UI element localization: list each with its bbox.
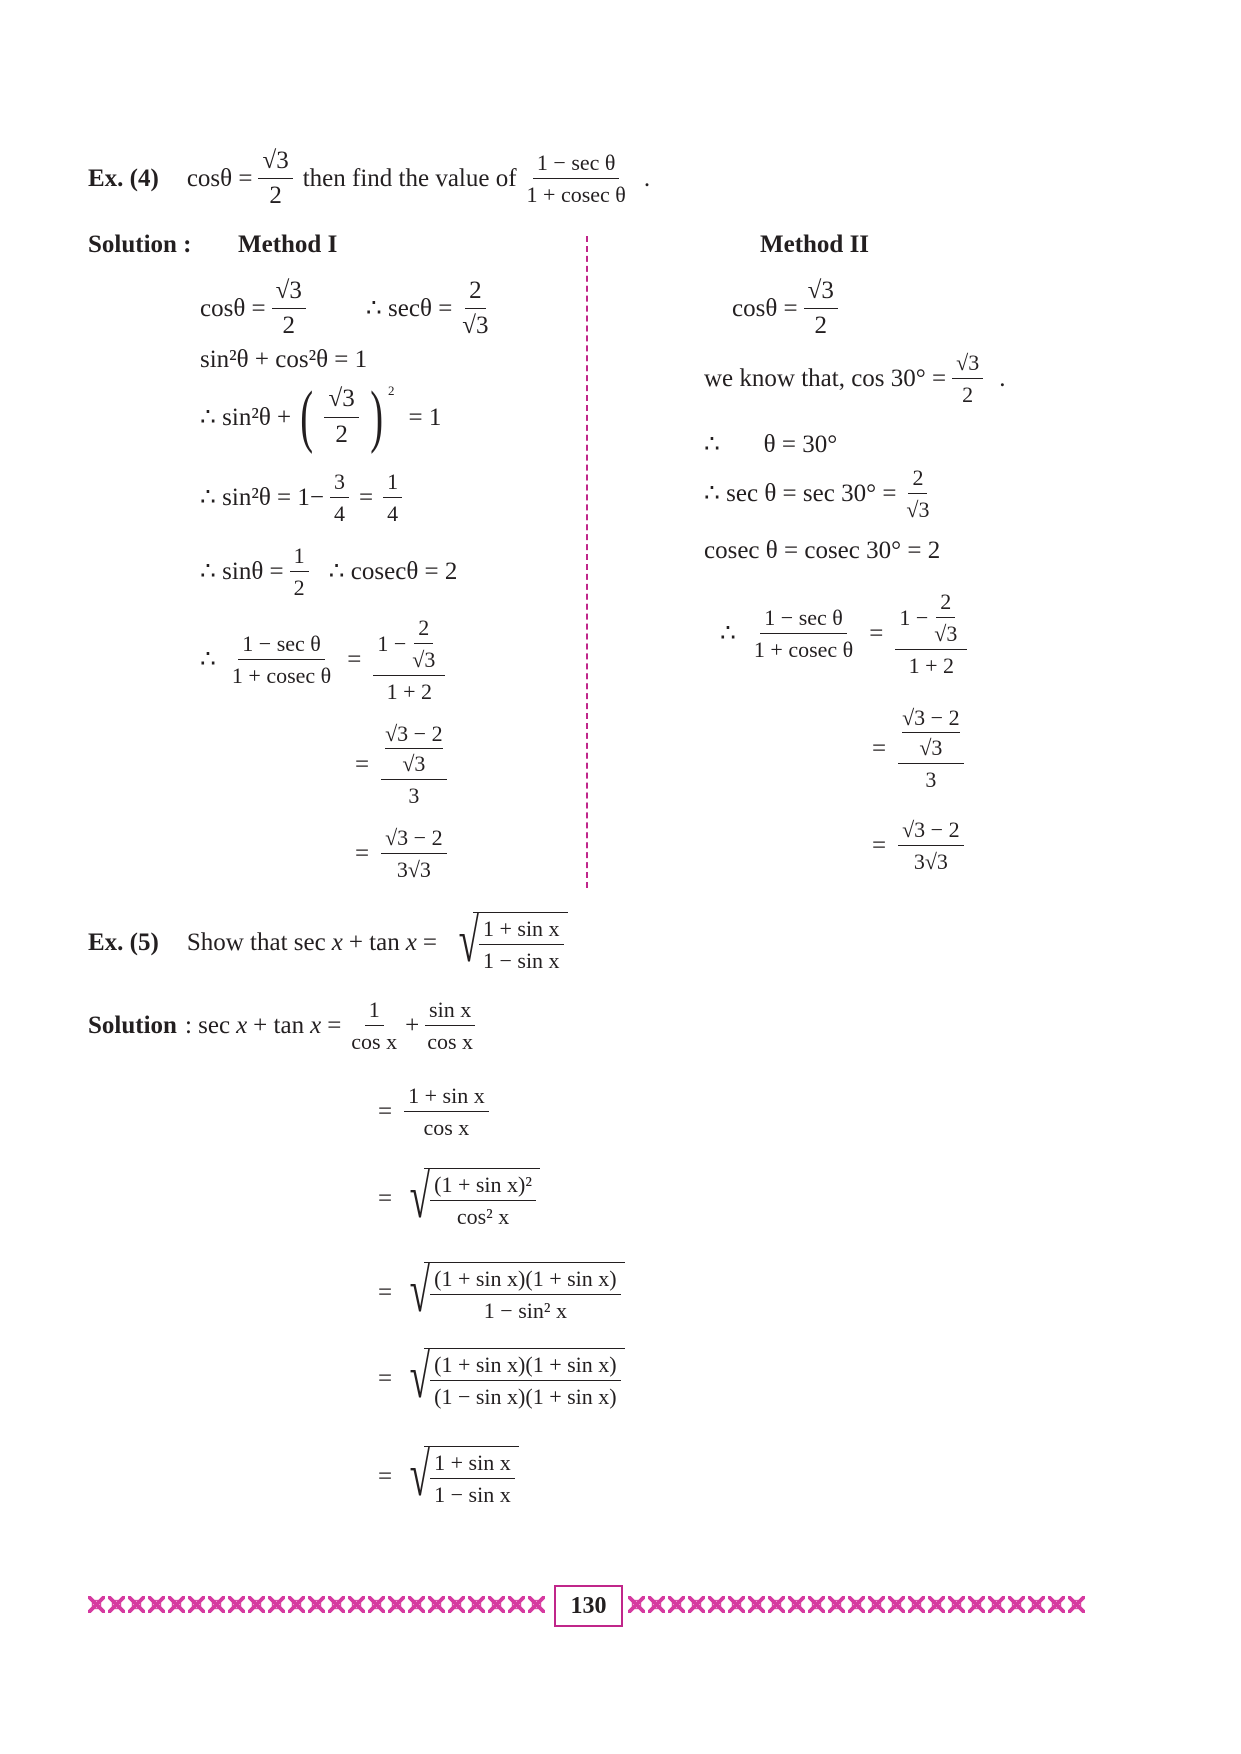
fraction: $\frac{3}{4}$ bbox=[330, 470, 349, 525]
ornament-tile bbox=[908, 1596, 925, 1613]
ornament-tile bbox=[188, 1596, 205, 1613]
ex4-period: . bbox=[643, 165, 651, 193]
ornament-tile bbox=[108, 1596, 125, 1613]
ex4-label: Ex. (4) bbox=[88, 165, 159, 193]
fraction: $\frac{\text{(1 + sin x)(1 + sin x)}}{\text{1 − sin² x}}$ bbox=[430, 1267, 620, 1322]
fraction: $\frac{1}{2}$ bbox=[290, 544, 309, 599]
m2-line8: = $\frac{√3 - 2}{3√3}$ bbox=[872, 818, 970, 873]
compound-fraction: √3 − 2 √3 3 bbox=[898, 706, 963, 791]
ex4-given: cosθ = bbox=[186, 165, 253, 193]
column-divider bbox=[586, 236, 588, 888]
fraction: $\frac{2}{√3}$ bbox=[462, 277, 489, 340]
ornament-tile bbox=[728, 1596, 745, 1613]
fraction: $\frac{\text{1 + sin x}}{\text{1 − sin x}}$ bbox=[430, 1451, 515, 1506]
ornament-tile bbox=[868, 1596, 885, 1613]
fraction: $\frac{\text{(1 + sin x)²}}{\text{cos² x}}$ bbox=[430, 1173, 536, 1228]
sol5-line4: = √ $\frac{\text{(1 + sin x)(1 + sin x)}}{\text{1 − sin² x}}$ bbox=[378, 1262, 625, 1322]
ornament-tile bbox=[528, 1596, 545, 1613]
square-root: √ $\frac{\text{(1 + sin x)(1 + sin x)}}{\text{1 − sin² x}}$ bbox=[396, 1262, 625, 1322]
ornament-tile bbox=[368, 1596, 385, 1613]
fraction: $\frac{\text{1 + sin x}}{\text{cos x}}$ bbox=[404, 1084, 489, 1139]
ornament-tile bbox=[808, 1596, 825, 1613]
ornament-tile bbox=[788, 1596, 805, 1613]
solution-label: Solution : bbox=[88, 231, 192, 258]
ornament-tile bbox=[488, 1596, 505, 1613]
ornament-tile bbox=[628, 1596, 645, 1613]
fraction: $\frac{√3 - 2}{3√3}$ bbox=[381, 826, 446, 881]
sol5-line1: Solution : sec x + tan x = $\frac{1}{\text{cos x}}$ + $\frac{\text{sin x}}{\text{cos x}}$ bbox=[88, 998, 483, 1053]
fraction: $\frac{2}{√3}$ bbox=[412, 615, 436, 673]
footer-ornament-right bbox=[628, 1590, 1090, 1618]
ornament-tile bbox=[928, 1596, 945, 1613]
ex5-statement: Ex. (5) Show that sec x + tan x = √ $\frac{\text{1 + sin x}}{\text{1 − sin x}}$ bbox=[88, 912, 568, 972]
m1-line3: ∴ sin²θ + ( $\frac{√3}{2}$ ) 2 = 1 bbox=[200, 378, 442, 455]
m1-line7: = √3 − 2 √3 3 bbox=[355, 722, 453, 807]
fraction: $\frac{\text{1 + sin x}}{\text{1 − sin x}}$ bbox=[479, 917, 564, 972]
ornament-tile bbox=[268, 1596, 285, 1613]
fraction: $\frac{\text{1 − sec θ}}{\text{1 + cosec θ}}$ bbox=[753, 605, 854, 663]
sol5-line2: = $\frac{\text{1 + sin x}}{\text{cos x}}$ bbox=[378, 1084, 495, 1139]
m1-line5: ∴ sinθ = $\frac{1}{2}$ ∴ cosecθ = 2 bbox=[200, 543, 458, 601]
ornament-tile bbox=[208, 1596, 225, 1613]
ornament-tile bbox=[648, 1596, 665, 1613]
ornament-tile bbox=[408, 1596, 425, 1613]
m1-line4: ∴ sin²θ = 1− $\frac{3}{4}$ = $\frac{1}{4}$ bbox=[200, 470, 408, 525]
parenthesized-fraction: ( $\frac{√3}{2}$ ) 2 bbox=[300, 378, 395, 455]
ex4-statement bbox=[88, 148, 650, 210]
ornament-tile bbox=[748, 1596, 765, 1613]
m1-line8: = $\frac{√3 - 2}{3√3}$ bbox=[355, 826, 453, 881]
ornament-tile bbox=[828, 1596, 845, 1613]
fraction: $\frac{√3}{2}$ bbox=[324, 386, 358, 448]
ornament-tile bbox=[348, 1596, 365, 1613]
ornament-tile bbox=[968, 1596, 985, 1613]
ornament-tile bbox=[288, 1596, 305, 1613]
ornament-tile bbox=[668, 1596, 685, 1613]
sol5-line5: = √ $\frac{\text{(1 + sin x)(1 + sin x)}}{\text{(1 − sin x)(1 + sin x)}}$ bbox=[378, 1348, 625, 1408]
ornament-tile bbox=[248, 1596, 265, 1613]
fraction: $\frac{\text{1 − sec θ}}{\text{1 + cosec θ}}$ bbox=[526, 150, 626, 208]
ornament-tile bbox=[468, 1596, 485, 1613]
m2-line7: = √3 − 2 √3 3 bbox=[872, 706, 970, 791]
m2-line4: ∴ sec θ = sec 30° = $\frac{2}{√3}$ bbox=[704, 466, 940, 521]
m2-line1: cosθ = $\frac{√3}{2}$ bbox=[732, 278, 844, 340]
m1-line6: ∴ $\frac{\text{1 − sec θ}}{\text{1 + cosec θ}}$ = 1 − $\frac{2}{√3}$ 1 + 2 bbox=[200, 616, 451, 703]
ornament-tile bbox=[228, 1596, 245, 1613]
ornament-tile bbox=[168, 1596, 185, 1613]
fraction: $\frac{√3}{2}$ bbox=[258, 148, 292, 210]
fraction: $\frac{2}{√3}$ bbox=[934, 589, 958, 647]
compound-fraction: √3 − 2 √3 3 bbox=[381, 722, 446, 807]
ornament-tile bbox=[448, 1596, 465, 1613]
sol5-line3: = √ $\frac{\text{(1 + sin x)²}}{\text{cos² x}}$ bbox=[378, 1168, 540, 1228]
fraction: $\frac{√3}{2}$ bbox=[272, 278, 306, 340]
compound-fraction: 1 − $\frac{2}{√3}$ 1 + 2 bbox=[373, 616, 445, 703]
fraction: $\frac{1}{4}$ bbox=[383, 470, 402, 525]
footer-ornament-left bbox=[88, 1590, 550, 1618]
m2-line3: ∴ θ = 30° bbox=[704, 431, 838, 458]
ornament-tile bbox=[328, 1596, 345, 1613]
ornament-tile bbox=[1068, 1596, 1085, 1613]
m1-line1: cosθ = $\frac{√3}{2}$ ∴ secθ = $\frac{2}{√3}$ bbox=[200, 278, 499, 340]
ornament-tile bbox=[88, 1596, 105, 1613]
m2-line6: ∴ $\frac{\text{1 − sec θ}}{\text{1 + cosec θ}}$ = 1 − $\frac{2}{√3}$ 1 + 2 bbox=[720, 590, 973, 677]
sol5-label: Solution bbox=[88, 1012, 177, 1040]
square-root: √ $\frac{\text{(1 + sin x)(1 + sin x)}}{\text{(1 − sin x)(1 + sin x)}}$ bbox=[396, 1348, 625, 1408]
square-root: √ $\frac{\text{(1 + sin x)²}}{\text{cos² x}}$ bbox=[396, 1168, 540, 1228]
ornament-tile bbox=[948, 1596, 965, 1613]
ornament-tile bbox=[508, 1596, 525, 1613]
ornament-tile bbox=[148, 1596, 165, 1613]
fraction: $\frac{√3 - 2}{3√3}$ bbox=[898, 818, 963, 873]
square-root: √ $\frac{\text{1 + sin x}}{\text{1 − sin x}}$ bbox=[396, 1446, 519, 1506]
ornament-tile bbox=[708, 1596, 725, 1613]
m2-line5: cosec θ = cosec 30° = 2 bbox=[704, 537, 941, 564]
ornament-tile bbox=[888, 1596, 905, 1613]
fraction: $\frac{√3}{2}$ bbox=[952, 351, 983, 406]
ornament-tile bbox=[1008, 1596, 1025, 1613]
method2-title: Method II bbox=[760, 231, 870, 258]
ornament-tile bbox=[688, 1596, 705, 1613]
page-number: 130 bbox=[554, 1585, 623, 1627]
fraction: $\frac{1}{\text{cos x}}$ bbox=[351, 997, 398, 1055]
ornament-tile bbox=[1048, 1596, 1065, 1613]
ornament-tile bbox=[308, 1596, 325, 1613]
compound-fraction: 1 − $\frac{2}{√3}$ 1 + 2 bbox=[895, 590, 967, 677]
ornament-tile bbox=[388, 1596, 405, 1613]
square-root: √ $\frac{\text{1 + sin x}}{\text{1 − sin x}}$ bbox=[445, 912, 568, 972]
m2-line2: we know that, cos 30° = $\frac{√3}{2}$ . bbox=[704, 350, 1006, 408]
ex4-prompt: then find the value of bbox=[302, 165, 517, 193]
fraction: $\frac{\text{sin x}}{\text{cos x}}$ bbox=[423, 998, 477, 1053]
fraction: $\frac{\text{(1 + sin x)(1 + sin x)}}{\text{(1 − sin x)(1 + sin x)}}$ bbox=[430, 1353, 620, 1408]
m1-line2: sin²θ + cos²θ = 1 bbox=[200, 346, 368, 373]
ornament-tile bbox=[128, 1596, 145, 1613]
ornament-tile bbox=[848, 1596, 865, 1613]
fraction: $\frac{2}{√3}$ bbox=[906, 465, 930, 523]
ex5-label: Ex. (5) bbox=[88, 928, 159, 956]
sol5-line6: = √ $\frac{\text{1 + sin x}}{\text{1 − sin x}}$ bbox=[378, 1446, 519, 1506]
ornament-tile bbox=[428, 1596, 445, 1613]
fraction: $\frac{√3}{2}$ bbox=[804, 278, 838, 340]
ornament-tile bbox=[1028, 1596, 1045, 1613]
fraction: $\frac{\text{1 − sec θ}}{\text{1 + cosec θ}}$ bbox=[231, 631, 332, 689]
ornament-tile bbox=[768, 1596, 785, 1613]
method1-title: Method I bbox=[238, 231, 338, 258]
ornament-tile bbox=[988, 1596, 1005, 1613]
